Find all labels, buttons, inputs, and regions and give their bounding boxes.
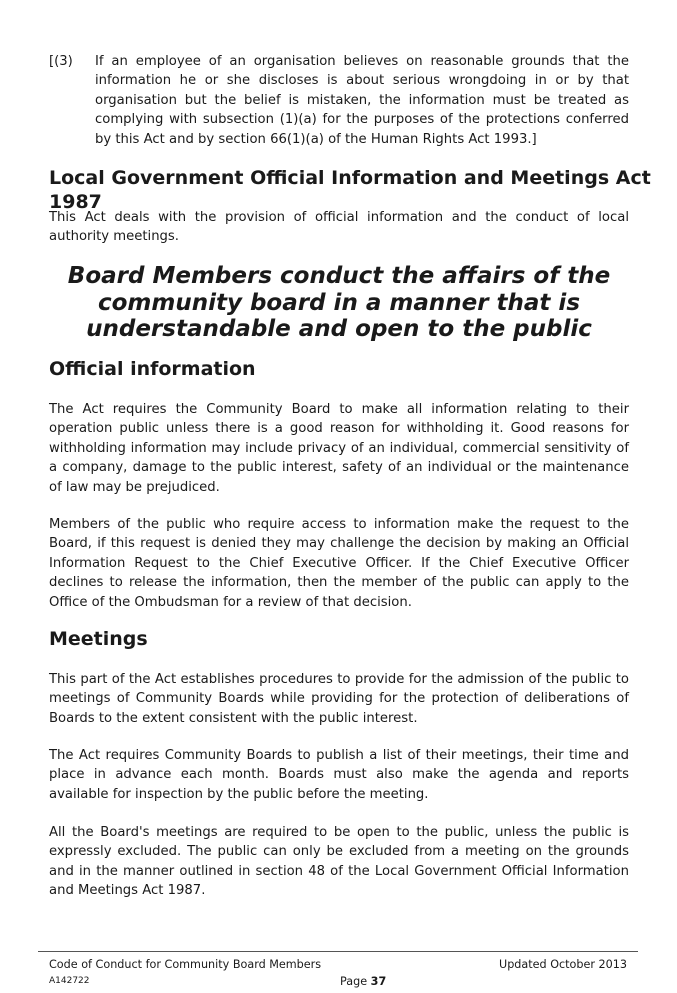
footer-divider <box>38 951 638 952</box>
clause-number: [(3) <box>49 54 73 69</box>
footer-doc-code: A142722 <box>49 976 90 986</box>
pull-quote: Board Members conduct the affairs of the community board in a manner that is understandable and open to the public <box>67 263 611 342</box>
footer-updated: Updated October 2013 <box>499 958 627 971</box>
page-number: 37 <box>370 975 387 988</box>
meetings-paragraph-3: All the Board's meetings are required to be open to the public, unless the public is expressly excluded. The public can only be excluded from a meeting on the grounds and in the manner outlined in section 48 of the Local Government Official Information and Meetings Act 1987. <box>49 825 629 899</box>
meetings-heading: Meetings <box>49 628 148 650</box>
page-label: Page <box>340 975 368 988</box>
lgoima-intro: This Act deals with the provision of official information and the conduct of local authority meetings. <box>49 210 629 245</box>
official-information-paragraph-2: Members of the public who require access to information make the request to the Board, if this request is denied they may challenge the decision by making an Official Information Request to the Chief Executive Officer. If the Chief Executive Officer declines to release the information, then the member of the public can apply to the Office of the Ombudsman for a review of that decision. <box>49 517 629 610</box>
lgoima-heading: Local Government Official Information and Meetings Act 1987 <box>49 167 651 213</box>
meetings-paragraph-1: This part of the Act establishes procedures to provide for the admission of the public to meetings of Community Boards while providing for the protection of deliberations of Boards to the extent consistent with the public interest. <box>49 672 629 726</box>
meetings-paragraph-2: The Act requires Community Boards to publish a list of their meetings, their time and place in advance each month. Boards must also make the agenda and reports available for inspection by the public before the meeting. <box>49 748 629 802</box>
official-information-heading: Official information <box>49 358 256 380</box>
clause-text: If an employee of an organisation believes on reasonable grounds that the information he or she discloses is about serious wrongdoing in or by that organisation but the belief is mistaken, the information must be treated as complying with subsection (1)(a) for the purposes of the protections conferred by this Act and by section 66(1)(a) of the Human Rights Act 1993.] <box>95 54 629 147</box>
footer-title: Code of Conduct for Community Board Members <box>49 958 322 971</box>
footer-page-number <box>340 975 386 988</box>
official-information-paragraph-1: The Act requires the Community Board to make all information relating to their operation public unless there is a good reason for withholding it. Good reasons for withholding information may include privacy of an individual, commercial sensitivity of a company, damage to the public interest, safety of an individual or the maintenance of law may be prejudiced. <box>49 402 629 495</box>
